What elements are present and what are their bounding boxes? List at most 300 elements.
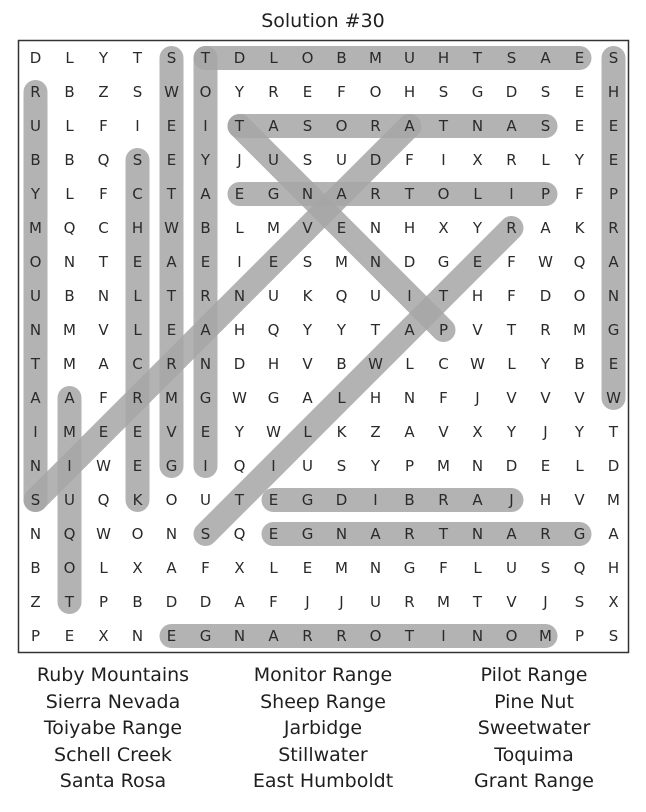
grid-cell-r12-c6[interactable]: Q: [233, 457, 246, 475]
grid-cell-r3-c10[interactable]: D: [369, 151, 382, 169]
grid-cell-r2-c16[interactable]: E: [574, 117, 585, 135]
grid-cell-r7-c3[interactable]: L: [133, 287, 142, 305]
grid-cell-r8-c2[interactable]: V: [98, 321, 109, 339]
grid-cell-r10-c17[interactable]: W: [606, 389, 621, 407]
grid-cell-r6-c2[interactable]: T: [98, 253, 109, 271]
grid-cell-r3-c6[interactable]: J: [237, 151, 242, 169]
grid-cell-r5-c14[interactable]: R: [506, 219, 517, 237]
grid-cell-r17-c1[interactable]: E: [64, 627, 75, 645]
grid-cell-r12-c10[interactable]: Y: [370, 457, 381, 475]
grid-cell-r4-c3[interactable]: C: [132, 185, 143, 203]
grid-cell-r8-c13[interactable]: V: [472, 321, 483, 339]
grid-cell-r4-c8[interactable]: N: [301, 185, 314, 203]
grid-cell-r10-c16[interactable]: V: [574, 389, 585, 407]
grid-cell-r9-c13[interactable]: W: [470, 355, 485, 373]
grid-cell-r14-c6[interactable]: Q: [233, 525, 246, 543]
grid-cell-r11-c8[interactable]: L: [303, 423, 312, 441]
grid-cell-r3-c11[interactable]: F: [405, 151, 414, 169]
grid-cell-r4-c12[interactable]: O: [437, 185, 450, 203]
grid-cell-r0-c1[interactable]: L: [65, 49, 74, 67]
grid-cell-r5-c15[interactable]: A: [540, 219, 551, 237]
grid-cell-r15-c7[interactable]: L: [269, 559, 278, 577]
grid-cell-r17-c13[interactable]: N: [471, 627, 484, 645]
grid-cell-r2-c17[interactable]: E: [608, 117, 619, 135]
grid-cell-r2-c0[interactable]: U: [30, 117, 41, 135]
grid-cell-r7-c8[interactable]: K: [302, 287, 313, 305]
grid-cell-r4-c15[interactable]: P: [540, 185, 551, 203]
grid-cell-r16-c6[interactable]: A: [234, 593, 245, 611]
grid-cell-r14-c4[interactable]: N: [165, 525, 178, 543]
grid-cell-r5-c0[interactable]: M: [29, 219, 42, 237]
grid-cell-r5-c1[interactable]: Q: [63, 219, 76, 237]
grid-cell-r9-c4[interactable]: R: [166, 355, 177, 373]
grid-cell-r12-c12[interactable]: M: [437, 457, 450, 475]
grid-cell-r16-c15[interactable]: J: [543, 593, 548, 611]
grid-cell-r15-c5[interactable]: F: [201, 559, 210, 577]
grid-cell-r1-c4[interactable]: W: [164, 83, 179, 101]
grid-cell-r3-c16[interactable]: Y: [574, 151, 585, 169]
grid-cell-r15-c8[interactable]: E: [302, 559, 313, 577]
grid-cell-r14-c10[interactable]: A: [370, 525, 381, 543]
grid-cell-r8-c12[interactable]: P: [438, 321, 449, 339]
grid-cell-r13-c7[interactable]: E: [268, 491, 279, 509]
grid-cell-r6-c6[interactable]: I: [237, 253, 242, 271]
grid-cell-r1-c12[interactable]: S: [438, 83, 449, 101]
grid-cell-r1-c15[interactable]: S: [540, 83, 551, 101]
grid-cell-r10-c4[interactable]: M: [165, 389, 178, 407]
grid-cell-r6-c17[interactable]: A: [608, 253, 619, 271]
grid-cell-r12-c4[interactable]: G: [165, 457, 178, 475]
grid-cell-r0-c11[interactable]: U: [404, 49, 415, 67]
grid-cell-r16-c10[interactable]: U: [370, 593, 381, 611]
grid-cell-r15-c11[interactable]: G: [403, 559, 416, 577]
grid-cell-r7-c17[interactable]: N: [607, 287, 620, 305]
grid-cell-r6-c12[interactable]: G: [437, 253, 450, 271]
grid-cell-r5-c2[interactable]: C: [98, 219, 109, 237]
grid-cell-r6-c4[interactable]: A: [166, 253, 177, 271]
grid-cell-r17-c4[interactable]: E: [166, 627, 177, 645]
grid-cell-r11-c11[interactable]: A: [404, 423, 415, 441]
grid-cell-r0-c5[interactable]: T: [200, 49, 211, 67]
grid-cell-r7-c4[interactable]: T: [166, 287, 177, 305]
grid-cell-r2-c11[interactable]: A: [404, 117, 415, 135]
grid-cell-r15-c1[interactable]: O: [63, 559, 76, 577]
grid-cell-r11-c9[interactable]: K: [336, 423, 347, 441]
grid-cell-r1-c8[interactable]: E: [302, 83, 313, 101]
grid-cell-r12-c7[interactable]: I: [271, 457, 276, 475]
grid-cell-r11-c1[interactable]: M: [63, 423, 76, 441]
grid-cell-r8-c10[interactable]: T: [370, 321, 381, 339]
grid-cell-r8-c14[interactable]: T: [506, 321, 517, 339]
grid-cell-r13-c15[interactable]: H: [539, 491, 552, 509]
grid-cell-r11-c17[interactable]: T: [608, 423, 619, 441]
grid-cell-r15-c13[interactable]: L: [473, 559, 482, 577]
grid-cell-r13-c1[interactable]: U: [64, 491, 75, 509]
grid-cell-r7-c7[interactable]: U: [268, 287, 279, 305]
grid-cell-r4-c2[interactable]: F: [99, 185, 108, 203]
grid-cell-r7-c2[interactable]: N: [97, 287, 110, 305]
grid-cell-r8-c9[interactable]: Y: [336, 321, 347, 339]
grid-cell-r0-c3[interactable]: T: [132, 49, 143, 67]
grid-cell-r0-c16[interactable]: E: [574, 49, 585, 67]
grid-cell-r9-c5[interactable]: N: [199, 355, 212, 373]
grid-cell-r6-c14[interactable]: F: [507, 253, 516, 271]
grid-cell-r13-c9[interactable]: D: [335, 491, 348, 509]
grid-cell-r0-c17[interactable]: S: [608, 49, 619, 67]
grid-cell-r17-c10[interactable]: O: [369, 627, 382, 645]
grid-cell-r7-c11[interactable]: I: [407, 287, 412, 305]
grid-cell-r5-c12[interactable]: X: [438, 219, 449, 237]
grid-cell-r4-c16[interactable]: F: [575, 185, 584, 203]
grid-cell-r13-c17[interactable]: M: [607, 491, 620, 509]
grid-cell-r8-c0[interactable]: N: [29, 321, 42, 339]
grid-cell-r17-c17[interactable]: S: [608, 627, 619, 645]
grid-cell-r0-c4[interactable]: S: [166, 49, 177, 67]
grid-cell-r16-c1[interactable]: T: [64, 593, 75, 611]
grid-cell-r14-c7[interactable]: E: [268, 525, 279, 543]
grid-cell-r1-c5[interactable]: O: [199, 83, 212, 101]
grid-cell-r15-c4[interactable]: A: [166, 559, 177, 577]
grid-cell-r15-c3[interactable]: X: [132, 559, 143, 577]
grid-cell-r11-c5[interactable]: E: [200, 423, 211, 441]
grid-cell-r0-c7[interactable]: L: [269, 49, 278, 67]
grid-cell-r9-c6[interactable]: D: [233, 355, 246, 373]
grid-cell-r14-c16[interactable]: G: [573, 525, 586, 543]
grid-cell-r0-c9[interactable]: B: [336, 49, 347, 67]
grid-cell-r16-c16[interactable]: S: [574, 593, 585, 611]
grid-cell-r7-c0[interactable]: U: [30, 287, 41, 305]
grid-cell-r4-c4[interactable]: T: [166, 185, 177, 203]
grid-cell-r10-c2[interactable]: F: [99, 389, 108, 407]
grid-cell-r12-c5[interactable]: I: [203, 457, 208, 475]
grid-cell-r13-c13[interactable]: A: [472, 491, 483, 509]
grid-cell-r14-c17[interactable]: A: [608, 525, 619, 543]
grid-cell-r6-c7[interactable]: E: [268, 253, 279, 271]
grid-cell-r16-c8[interactable]: J: [305, 593, 310, 611]
grid-cell-r9-c11[interactable]: L: [405, 355, 414, 373]
grid-cell-r9-c12[interactable]: C: [438, 355, 449, 373]
grid-cell-r4-c0[interactable]: Y: [30, 185, 41, 203]
grid-cell-r17-c7[interactable]: A: [268, 627, 279, 645]
grid-cell-r10-c3[interactable]: R: [132, 389, 143, 407]
grid-cell-r12-c9[interactable]: S: [336, 457, 347, 475]
grid-cell-r6-c9[interactable]: M: [335, 253, 348, 271]
grid-cell-r11-c16[interactable]: Y: [574, 423, 585, 441]
grid-cell-r8-c15[interactable]: R: [540, 321, 551, 339]
grid-cell-r14-c5[interactable]: S: [200, 525, 211, 543]
grid-cell-r7-c5[interactable]: R: [200, 287, 211, 305]
grid-cell-r16-c12[interactable]: M: [437, 593, 450, 611]
grid-cell-r0-c14[interactable]: S: [506, 49, 517, 67]
grid-cell-r4-c10[interactable]: R: [370, 185, 381, 203]
grid-cell-r12-c16[interactable]: L: [575, 457, 584, 475]
grid-cell-r1-c2[interactable]: Z: [98, 83, 109, 101]
grid-cell-r17-c3[interactable]: N: [131, 627, 144, 645]
grid-cell-r12-c11[interactable]: P: [404, 457, 415, 475]
grid-cell-r15-c16[interactable]: Q: [573, 559, 586, 577]
grid-cell-r17-c16[interactable]: P: [574, 627, 585, 645]
grid-cell-r8-c1[interactable]: M: [63, 321, 76, 339]
grid-cell-r5-c17[interactable]: R: [608, 219, 619, 237]
grid-cell-r6-c11[interactable]: D: [403, 253, 416, 271]
grid-cell-r10-c13[interactable]: J: [475, 389, 480, 407]
grid-cell-r6-c0[interactable]: O: [29, 253, 42, 271]
grid-cell-r17-c6[interactable]: N: [233, 627, 246, 645]
grid-cell-r11-c12[interactable]: V: [438, 423, 449, 441]
grid-cell-r9-c8[interactable]: V: [302, 355, 313, 373]
grid-cell-r7-c12[interactable]: T: [438, 287, 449, 305]
grid-cell-r2-c8[interactable]: S: [302, 117, 313, 135]
grid-cell-r16-c17[interactable]: X: [608, 593, 619, 611]
grid-cell-r9-c10[interactable]: W: [368, 355, 383, 373]
grid-cell-r9-c1[interactable]: M: [63, 355, 76, 373]
grid-cell-r9-c17[interactable]: E: [608, 355, 619, 373]
grid-cell-r7-c9[interactable]: Q: [335, 287, 348, 305]
grid-cell-r16-c9[interactable]: J: [339, 593, 344, 611]
grid-cell-r10-c5[interactable]: G: [199, 389, 212, 407]
grid-cell-r5-c11[interactable]: H: [403, 219, 416, 237]
grid-cell-r13-c6[interactable]: T: [234, 491, 245, 509]
grid-cell-r9-c3[interactable]: C: [132, 355, 143, 373]
grid-cell-r0-c15[interactable]: A: [540, 49, 551, 67]
grid-cell-r16-c13[interactable]: T: [472, 593, 483, 611]
grid-cell-r4-c11[interactable]: T: [404, 185, 415, 203]
grid-cell-r12-c3[interactable]: E: [132, 457, 143, 475]
grid-cell-r4-c17[interactable]: P: [608, 185, 619, 203]
grid-cell-r11-c10[interactable]: Z: [370, 423, 381, 441]
grid-cell-r15-c17[interactable]: H: [607, 559, 620, 577]
grid-cell-r1-c16[interactable]: E: [574, 83, 585, 101]
grid-cell-r1-c6[interactable]: Y: [234, 83, 245, 101]
grid-cell-r0-c12[interactable]: H: [437, 49, 450, 67]
grid-cell-r1-c13[interactable]: G: [471, 83, 484, 101]
grid-cell-r10-c6[interactable]: W: [232, 389, 247, 407]
grid-cell-r17-c9[interactable]: R: [336, 627, 347, 645]
grid-cell-r7-c15[interactable]: D: [539, 287, 552, 305]
grid-cell-r17-c5[interactable]: G: [199, 627, 212, 645]
grid-cell-r6-c10[interactable]: N: [369, 253, 382, 271]
grid-cell-r2-c12[interactable]: T: [438, 117, 449, 135]
grid-cell-r8-c8[interactable]: Y: [302, 321, 313, 339]
grid-cell-r14-c14[interactable]: A: [506, 525, 517, 543]
grid-cell-r8-c7[interactable]: Q: [267, 321, 280, 339]
grid-cell-r13-c16[interactable]: V: [574, 491, 585, 509]
grid-cell-r14-c8[interactable]: G: [301, 525, 314, 543]
grid-cell-r1-c0[interactable]: R: [30, 83, 41, 101]
grid-cell-r3-c17[interactable]: E: [608, 151, 619, 169]
grid-cell-r15-c14[interactable]: U: [506, 559, 517, 577]
grid-cell-r16-c0[interactable]: Z: [30, 593, 41, 611]
grid-cell-r10-c9[interactable]: L: [337, 389, 346, 407]
grid-cell-r11-c3[interactable]: E: [132, 423, 143, 441]
grid-cell-r7-c16[interactable]: O: [573, 287, 586, 305]
grid-cell-r2-c5[interactable]: I: [203, 117, 208, 135]
grid-cell-r14-c15[interactable]: R: [540, 525, 551, 543]
grid-cell-r11-c13[interactable]: X: [472, 423, 483, 441]
grid-cell-r5-c5[interactable]: B: [200, 219, 211, 237]
grid-cell-r2-c9[interactable]: O: [335, 117, 348, 135]
grid-cell-r3-c15[interactable]: L: [541, 151, 550, 169]
grid-cell-r12-c8[interactable]: U: [302, 457, 313, 475]
grid-cell-r5-c10[interactable]: N: [369, 219, 382, 237]
grid-cell-r16-c14[interactable]: V: [506, 593, 517, 611]
grid-cell-r17-c2[interactable]: X: [98, 627, 109, 645]
grid-cell-r17-c14[interactable]: O: [505, 627, 518, 645]
grid-cell-r13-c8[interactable]: G: [301, 491, 314, 509]
grid-cell-r5-c3[interactable]: H: [131, 219, 144, 237]
grid-cell-r13-c3[interactable]: K: [132, 491, 143, 509]
grid-cell-r2-c3[interactable]: I: [135, 117, 140, 135]
grid-cell-r15-c0[interactable]: B: [30, 559, 41, 577]
grid-cell-r6-c5[interactable]: E: [200, 253, 211, 271]
grid-cell-r2-c13[interactable]: N: [471, 117, 484, 135]
grid-cell-r8-c16[interactable]: M: [573, 321, 586, 339]
grid-cell-r0-c13[interactable]: T: [472, 49, 483, 67]
grid-cell-r3-c5[interactable]: Y: [200, 151, 211, 169]
grid-cell-r10-c11[interactable]: N: [403, 389, 416, 407]
grid-cell-r14-c3[interactable]: O: [131, 525, 144, 543]
grid-cell-r0-c8[interactable]: O: [301, 49, 314, 67]
grid-cell-r1-c14[interactable]: D: [505, 83, 518, 101]
grid-cell-r14-c1[interactable]: Q: [63, 525, 76, 543]
grid-cell-r13-c2[interactable]: Q: [97, 491, 110, 509]
grid-cell-r1-c11[interactable]: H: [403, 83, 416, 101]
grid-cell-r2-c6[interactable]: T: [234, 117, 245, 135]
grid-cell-r15-c15[interactable]: S: [540, 559, 551, 577]
grid-cell-r9-c16[interactable]: B: [574, 355, 585, 373]
grid-cell-r6-c16[interactable]: Q: [573, 253, 586, 271]
grid-cell-r13-c11[interactable]: B: [404, 491, 415, 509]
grid-cell-r9-c7[interactable]: H: [267, 355, 280, 373]
grid-cell-r3-c12[interactable]: I: [441, 151, 446, 169]
grid-cell-r0-c10[interactable]: M: [369, 49, 382, 67]
grid-cell-r8-c6[interactable]: H: [233, 321, 246, 339]
grid-cell-r6-c13[interactable]: E: [472, 253, 483, 271]
grid-cell-r15-c10[interactable]: N: [369, 559, 382, 577]
grid-cell-r4-c9[interactable]: A: [336, 185, 347, 203]
grid-cell-r5-c9[interactable]: E: [336, 219, 347, 237]
grid-cell-r3-c1[interactable]: B: [64, 151, 75, 169]
grid-cell-r11-c4[interactable]: V: [166, 423, 177, 441]
grid-cell-r17-c12[interactable]: I: [441, 627, 446, 645]
grid-cell-r14-c13[interactable]: N: [471, 525, 484, 543]
grid-cell-r13-c5[interactable]: U: [200, 491, 211, 509]
grid-cell-r1-c7[interactable]: R: [268, 83, 279, 101]
grid-cell-r16-c2[interactable]: P: [98, 593, 109, 611]
grid-cell-r13-c0[interactable]: S: [30, 491, 41, 509]
grid-cell-r2-c2[interactable]: F: [99, 117, 108, 135]
grid-cell-r2-c7[interactable]: A: [268, 117, 279, 135]
grid-cell-r3-c9[interactable]: U: [336, 151, 347, 169]
grid-cell-r11-c14[interactable]: Y: [506, 423, 517, 441]
grid-cell-r12-c17[interactable]: D: [607, 457, 620, 475]
grid-cell-r7-c13[interactable]: H: [471, 287, 484, 305]
grid-cell-r9-c2[interactable]: A: [98, 355, 109, 373]
grid-cell-r6-c8[interactable]: S: [302, 253, 313, 271]
grid-cell-r15-c12[interactable]: F: [439, 559, 448, 577]
grid-cell-r14-c2[interactable]: W: [96, 525, 111, 543]
grid-cell-r11-c6[interactable]: Y: [234, 423, 245, 441]
grid-cell-r2-c4[interactable]: E: [166, 117, 177, 135]
grid-cell-r13-c14[interactable]: J: [509, 491, 514, 509]
grid-cell-r0-c2[interactable]: Y: [98, 49, 109, 67]
grid-cell-r9-c0[interactable]: T: [30, 355, 41, 373]
grid-cell-r9-c15[interactable]: Y: [540, 355, 551, 373]
grid-cell-r0-c6[interactable]: D: [233, 49, 246, 67]
grid-cell-r3-c8[interactable]: S: [302, 151, 313, 169]
grid-cell-r10-c12[interactable]: F: [439, 389, 448, 407]
grid-cell-r5-c16[interactable]: K: [574, 219, 585, 237]
grid-cell-r4-c13[interactable]: L: [473, 185, 482, 203]
grid-cell-r1-c1[interactable]: B: [64, 83, 75, 101]
grid-cell-r13-c10[interactable]: I: [373, 491, 378, 509]
grid-cell-r17-c8[interactable]: R: [302, 627, 313, 645]
grid-cell-r2-c14[interactable]: A: [506, 117, 517, 135]
grid-cell-r10-c1[interactable]: A: [64, 389, 75, 407]
grid-cell-r8-c17[interactable]: G: [607, 321, 620, 339]
grid-cell-r16-c7[interactable]: F: [269, 593, 278, 611]
grid-cell-r3-c7[interactable]: U: [268, 151, 279, 169]
grid-cell-r14-c9[interactable]: N: [335, 525, 348, 543]
grid-cell-r15-c6[interactable]: X: [234, 559, 245, 577]
grid-cell-r8-c4[interactable]: E: [166, 321, 177, 339]
grid-cell-r4-c6[interactable]: E: [234, 185, 245, 203]
grid-cell-r1-c10[interactable]: O: [369, 83, 382, 101]
grid-cell-r3-c2[interactable]: Q: [97, 151, 110, 169]
grid-cell-r5-c8[interactable]: V: [302, 219, 313, 237]
grid-cell-r12-c0[interactable]: N: [29, 457, 42, 475]
grid-cell-r16-c3[interactable]: B: [132, 593, 143, 611]
grid-cell-r11-c7[interactable]: W: [266, 423, 281, 441]
grid-cell-r11-c0[interactable]: I: [33, 423, 38, 441]
grid-cell-r17-c11[interactable]: T: [404, 627, 415, 645]
grid-cell-r10-c0[interactable]: A: [30, 389, 41, 407]
grid-cell-r10-c8[interactable]: A: [302, 389, 313, 407]
grid-cell-r8-c11[interactable]: A: [404, 321, 415, 339]
grid-cell-r4-c5[interactable]: A: [200, 185, 211, 203]
grid-cell-r16-c11[interactable]: R: [404, 593, 415, 611]
grid-cell-r12-c13[interactable]: N: [471, 457, 484, 475]
grid-cell-r2-c10[interactable]: R: [370, 117, 381, 135]
grid-cell-r8-c5[interactable]: A: [200, 321, 211, 339]
grid-cell-r4-c7[interactable]: G: [267, 185, 280, 203]
grid-cell-r3-c0[interactable]: B: [30, 151, 41, 169]
grid-cell-r3-c3[interactable]: S: [132, 151, 143, 169]
grid-cell-r16-c4[interactable]: D: [165, 593, 178, 611]
grid-cell-r3-c13[interactable]: X: [472, 151, 483, 169]
grid-cell-r5-c13[interactable]: Y: [472, 219, 483, 237]
grid-cell-r8-c3[interactable]: L: [133, 321, 142, 339]
grid-cell-r15-c9[interactable]: M: [335, 559, 348, 577]
grid-cell-r7-c14[interactable]: F: [507, 287, 516, 305]
grid-cell-r10-c15[interactable]: V: [540, 389, 551, 407]
grid-cell-r5-c4[interactable]: W: [164, 219, 179, 237]
grid-cell-r6-c1[interactable]: N: [63, 253, 76, 271]
grid-cell-r5-c6[interactable]: L: [235, 219, 244, 237]
grid-cell-r13-c12[interactable]: R: [438, 491, 449, 509]
grid-cell-r4-c14[interactable]: I: [509, 185, 514, 203]
grid-cell-r2-c15[interactable]: S: [540, 117, 551, 135]
grid-cell-r12-c2[interactable]: W: [96, 457, 111, 475]
grid-cell-r1-c3[interactable]: S: [132, 83, 143, 101]
grid-cell-r3-c14[interactable]: R: [506, 151, 517, 169]
grid-cell-r17-c0[interactable]: P: [30, 627, 41, 645]
grid-cell-r5-c7[interactable]: M: [267, 219, 280, 237]
grid-cell-r17-c15[interactable]: M: [539, 627, 552, 645]
grid-cell-r2-c1[interactable]: L: [65, 117, 74, 135]
grid-cell-r14-c12[interactable]: T: [438, 525, 449, 543]
grid-cell-r9-c14[interactable]: L: [507, 355, 516, 373]
